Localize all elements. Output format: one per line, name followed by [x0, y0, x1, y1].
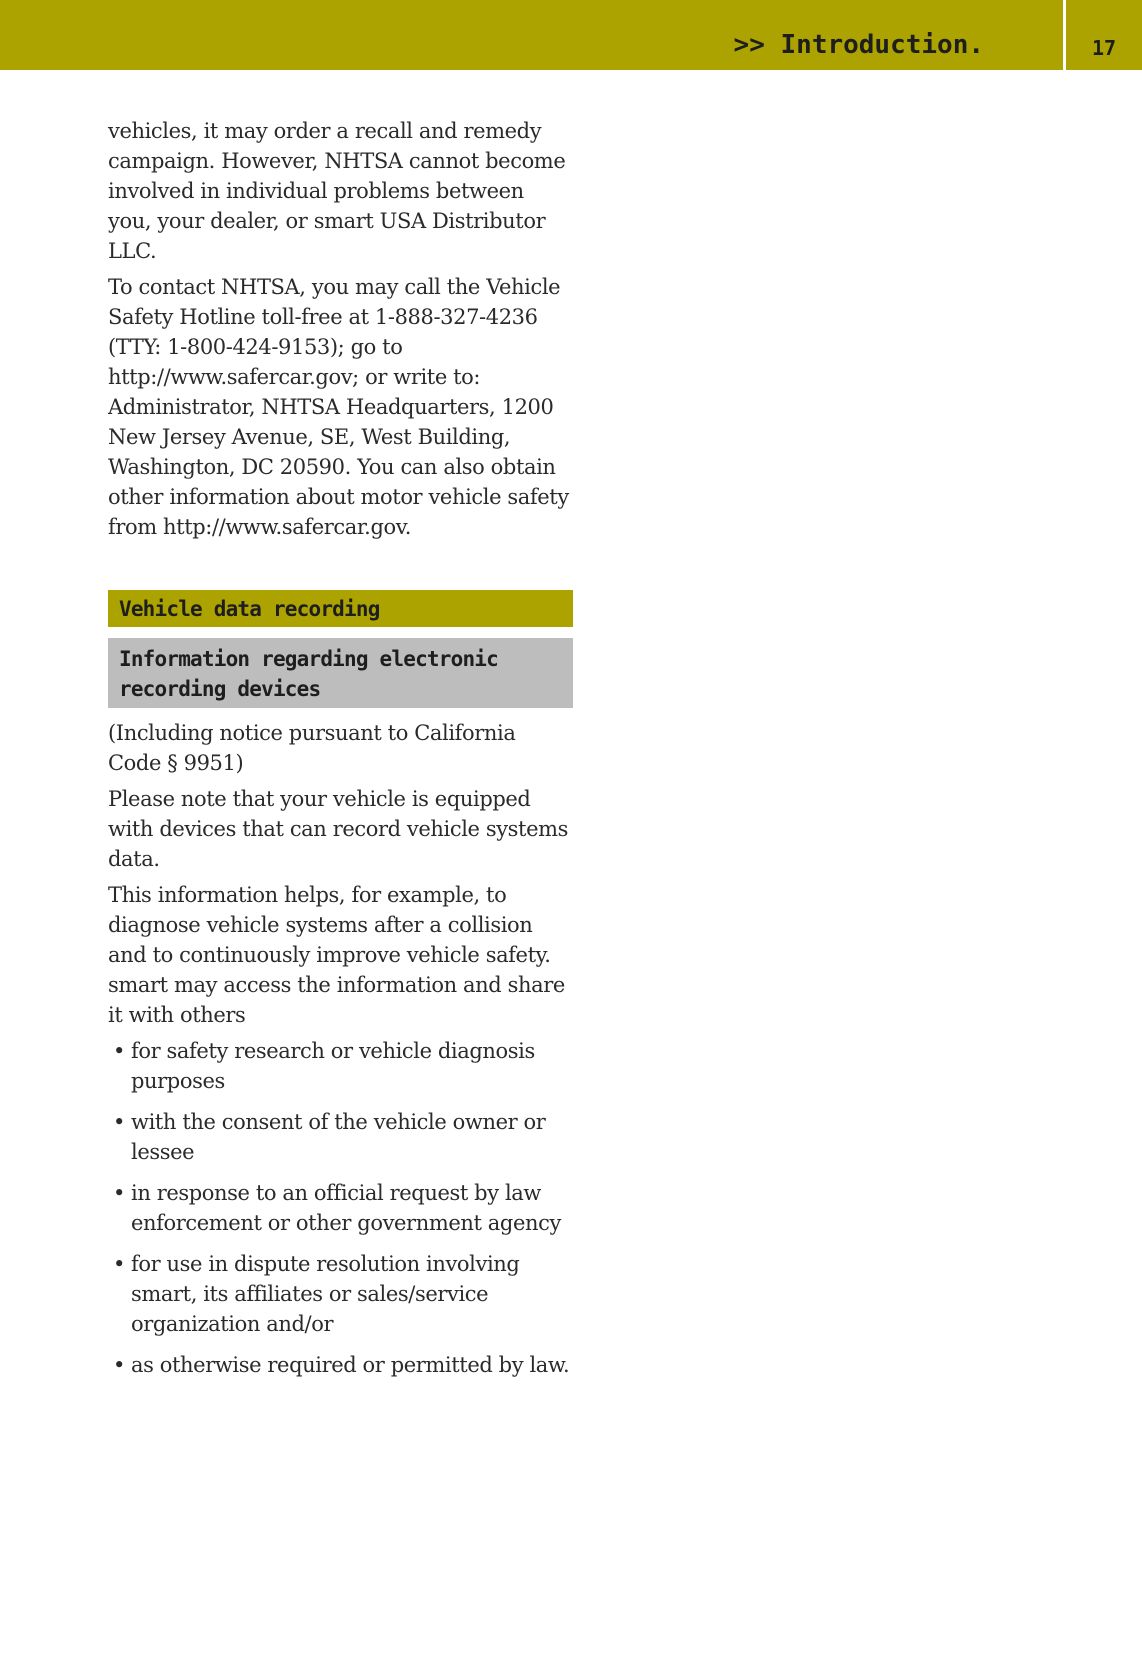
- bullet-icon: •: [113, 1110, 125, 1134]
- paragraph-access: smart may access the information and share it with others: [108, 973, 565, 1027]
- list-item-text: in response to an official request by law enforcement or other government agency: [131, 1181, 561, 1235]
- list-item: [108, 1178, 573, 1238]
- paragraph-purpose: This information helps, for example, to diagnose vehicle systems after a collision and to continuously improve vehicle safety.: [108, 883, 551, 967]
- bullet-list: [108, 1036, 573, 1380]
- list-item-text: with the consent of the vehicle owner or lessee: [131, 1110, 546, 1164]
- list-item-text: for safety research or vehicle diagnosis purposes: [131, 1039, 535, 1093]
- paragraph-equipped: Please note that your vehicle is equipped with devices that can record vehicle systems data.: [108, 787, 569, 871]
- page-number: 17: [1091, 36, 1117, 60]
- paragraph-contact: To contact NHTSA, you may call the Vehicle Safety Hotline toll-free at 1-888-327-4236 (TTY: 1-800-424-9153); go to http://www.safercar.gov; or write to: Administrator, NHTSA Headquarters, 1200 New Jersey Avenue, SE, West Building, Washington, DC 20590. You can also obtain other information about motor vehicle safety from http://www.safercar.gov.: [108, 275, 569, 539]
- main-content: [108, 116, 573, 1391]
- bullet-icon: •: [113, 1252, 125, 1276]
- bullet-icon: •: [113, 1039, 125, 1063]
- sub-heading: Information regarding electronic recording devices: [108, 638, 573, 708]
- list-item: [108, 1249, 573, 1339]
- section-heading: Vehicle data recording: [108, 590, 573, 627]
- list-item: [108, 1107, 573, 1167]
- bullet-icon: •: [113, 1353, 125, 1377]
- list-item: [108, 1036, 573, 1096]
- bullet-icon: •: [113, 1181, 125, 1205]
- paragraph-notice: (Including notice pursuant to California Code § 9951): [108, 721, 516, 775]
- paragraph-intro: vehicles, it may order a recall and remedy campaign. However, NHTSA cannot become involved in individual problems between you, your dealer, or smart USA Distributor LLC.: [108, 119, 566, 263]
- chapter-title: >> Introduction.: [733, 30, 984, 60]
- list-item-text: as otherwise required or permitted by law.: [131, 1353, 570, 1377]
- list-item-text: for use in dispute resolution involving smart, its affiliates or sales/service organization and/or: [131, 1252, 520, 1336]
- list-item: [108, 1350, 573, 1380]
